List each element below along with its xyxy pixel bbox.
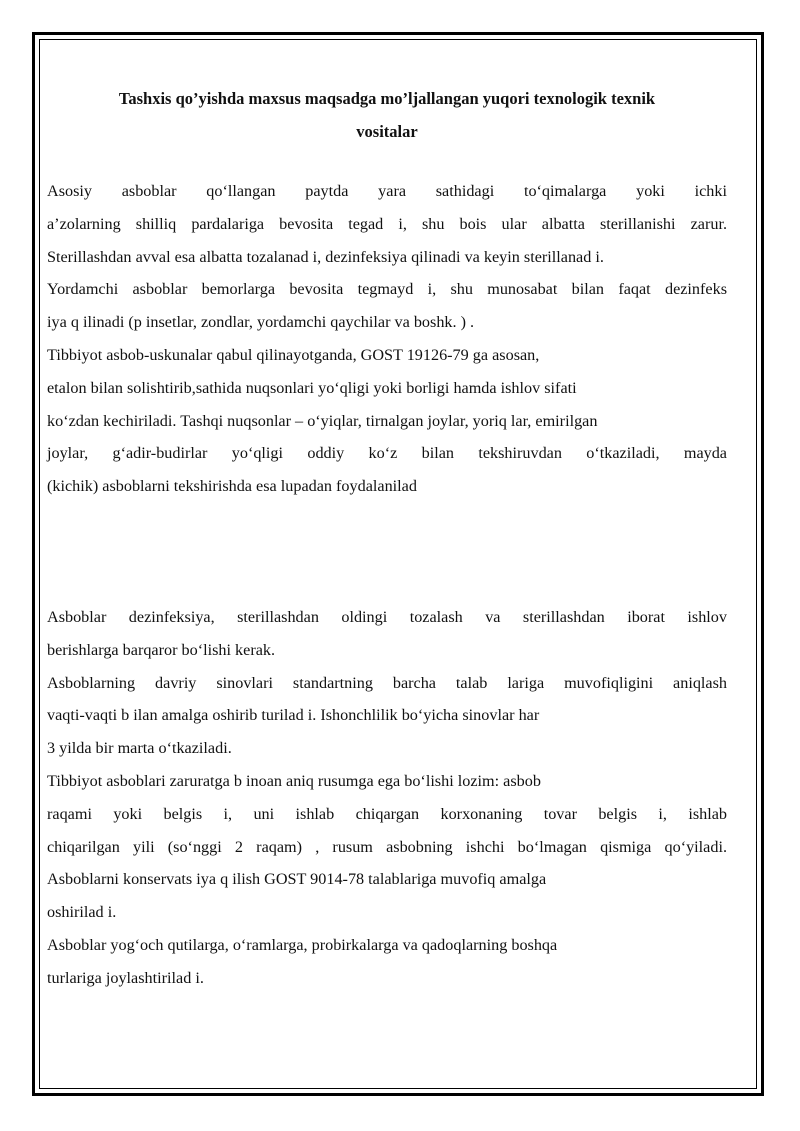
text-line: Yordamchi asboblar bemorlarga bevosita tegmayd i, shu munosabat bilan faqat dezinfeks [47, 280, 727, 299]
document-title [47, 82, 727, 148]
document-body [47, 82, 727, 995]
text-line: iya q ilinadi (p insetlar, zondlar, yordamchi qaychilar va boshk. ) . [47, 313, 475, 332]
text-line: chiqarilgan yili (so‘nggi 2 raqam) , rusum asbobning ishchi bo‘lmagan qismiga qo‘yiladi. [47, 837, 727, 856]
text-line: joylar, g‘adir-budirlar yo‘qligi oddiy ko‘z bilan tekshiruvdan o‘tkaziladi, mayda [47, 444, 727, 463]
text-line: turlariga joylashtirilad i. [47, 968, 204, 987]
text-line: Asboblar dezinfeksiya, sterillashdan oldingi tozalash va sterillashdan iborat ishlov [47, 607, 727, 626]
title-line: Tashxis qo’yishda maxsus maqsadga mo’ljallangan yuqori texnologik texnik [118, 89, 656, 108]
text-line: Asboblar yog‘och qutilarga, o‘ramlarga, probirkalarga va qadoqlarning boshqa [47, 935, 558, 954]
text-line: oshirilad i. [47, 903, 117, 922]
title-line: vositalar [356, 122, 418, 141]
text-line: Asboblarning davriy sinovlari standartning barcha talab lariga muvofiqligini aniqlash [47, 673, 727, 692]
text-line: Asboblarni konservats iya q ilish GOST 9014-78 talablariga muvofiq amalga [47, 870, 547, 889]
text-line: berishlarga barqaror bo‘lishi kerak. [47, 640, 276, 659]
text-line: Tibbiyot asboblari zaruratga b inoan aniq rusumga ega bo‘lishi lozim: asbob [47, 771, 541, 790]
text-line: ko‘zdan kechiriladi. Tashqi nuqsonlar – o‘yiqlar, tirnalgan joylar, yoriq lar, emirilgan [47, 411, 598, 430]
paragraph-section-2 [47, 601, 727, 995]
text-line: vaqti-vaqti b ilan amalga oshirib turilad i. Ishonchlilik bo‘yicha sinovlar har [47, 706, 540, 725]
text-line: raqami yoki belgis i, uni ishlab chiqargan korxonaning tovar belgis i, ishlab [47, 804, 727, 823]
text-line: Asosiy asboblar qo‘llangan paytda yara sathidagi to‘qimalarga yoki ichki [47, 182, 727, 200]
paragraph-section-1 [47, 175, 727, 503]
text-line: Tibbiyot asbob-uskunalar qabul qilinayotganda, GOST 19126-79 ga asosan, [47, 345, 540, 364]
text-line: a’zolarning shilliq pardalariga bevosita tegad i, shu bois ular albatta sterillanishi zarur. [47, 214, 727, 233]
text-line: etalon bilan solishtirib,sathida nuqsonlari yo‘qligi yoki borligi hamda ishlov sifati [47, 378, 577, 397]
text-line: (kichik) asboblarni tekshirishda esa lupadan foydalanilad [47, 477, 417, 496]
text-line: Sterillashdan avval esa albatta tozalanad i, dezinfeksiya qilinadi va keyin sterillanad i. [47, 247, 604, 266]
text-line: 3 yilda bir marta o‘tkaziladi. [47, 739, 232, 758]
